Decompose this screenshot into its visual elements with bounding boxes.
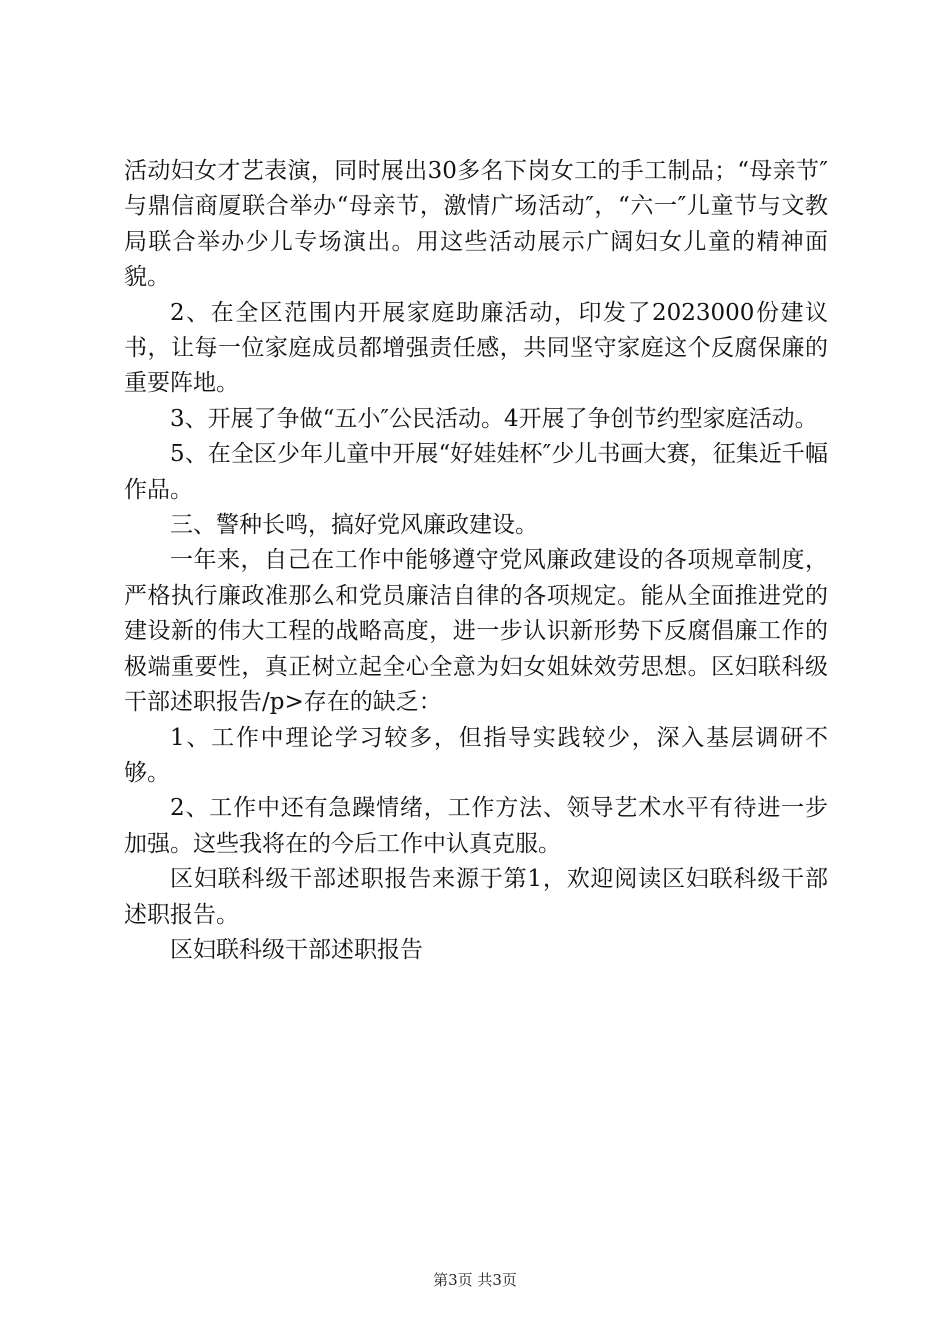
paragraph-shortcoming-2: 2、工作中还有急躁情绪，工作方法、领导艺术水平有待进一步加强。这些我将在的今后工作中认真克服。 — [124, 795, 828, 857]
paragraph-self-review: 一年来，自己在工作中能够遵守党风廉政建设的各项规章制度，严格执行廉政准那么和党员廉洁自律的各项规定。能从全面推进党的建设新的伟大工程的战略高度，进一步认识新形势下反腐倡廉工作的极端重要性，真正树立起全心全意为妇女姐妹效劳思想。区妇联科级干部述职报告/p>存在的缺乏： — [124, 547, 828, 716]
paragraph-continuation: 活动妇女才艺表演，同时展出30多名下岗女工的手工制品；“母亲节″与鼎信商厦联合举办“母亲节，激情广场活动″，“六一″儿童节与文教局联合举办少儿专场演出。用这些活动展示广阔妇女儿童的精神面貌。 — [124, 158, 828, 291]
paragraph-item-5: 5、在全区少年儿童中开展“好娃娃杯″少儿书画大赛，征集近千幅作品。 — [124, 441, 828, 503]
paragraph-item-3-4: 3、开展了争做“五小″公民活动。4开展了争创节约型家庭活动。 — [170, 405, 818, 432]
paragraph-source-note: 区妇联科级干部述职报告来源于第1，欢迎阅读区妇联科级干部述职报告。 — [124, 866, 828, 928]
page-footer: 第3页 共3页 — [433, 1271, 517, 1289]
section-heading-3: 三、警种长鸣，搞好党风廉政建设。 — [170, 512, 538, 539]
paragraph-closing-title: 区妇联科级干部述职报告 — [170, 936, 423, 963]
paragraph-shortcoming-1: 1、工作中理论学习较多，但指导实践较少，深入基层调研不够。 — [124, 724, 828, 786]
paragraph-item-2: 2、在全区范围内开展家庭助廉活动，印发了2023000份建议书，让每一位家庭成员都增强责任感，共同坚守家庭这个反腐保廉的重要阵地。 — [124, 299, 828, 397]
document-body — [124, 154, 828, 968]
